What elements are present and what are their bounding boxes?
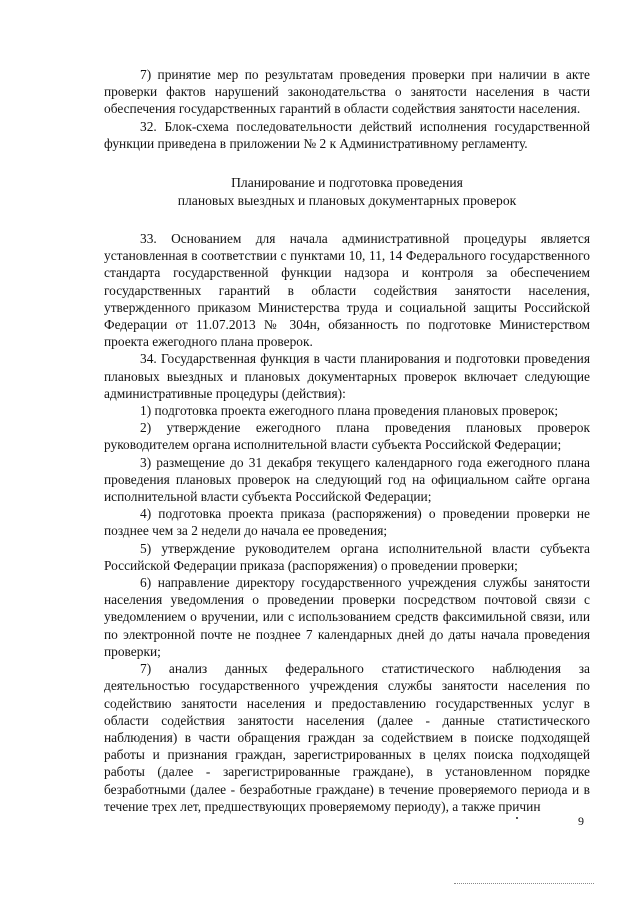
section-heading	[104, 174, 590, 210]
list-item-4: 4) подготовка проекта приказа (распоряжения) о проведении проверки не позднее чем за 2 недели до начала ее проведения;	[104, 506, 590, 539]
section-heading-line2: плановых выездных и плановых документарных проверок	[177, 193, 517, 209]
paragraph-item-7-measures: 7) принятие мер по результатам проведения проверки при наличии в акте проверки фактов нарушений законодательства о занятости населения в части обеспечения государственных гарантий в области содействия занятости населения.	[104, 67, 590, 117]
list-item-3: 3) размещение до 31 декабря текущего календарного года ежегодного плана проведения плановых проверок на следующий год на официальном сайте органа исполнительной власти субъекта Российской Федерации;	[104, 454, 590, 505]
list-item-6: 6) направление директору государственного учреждения службы занятости населения уведомления о проведении проверки посредством почтовой связи с уведомлением о вручении, или с использованием средств факсимильной связи, или по электронной почте не позднее 7 календарных дней до даты начала проведения проверки;	[104, 575, 590, 659]
list-item-2: 2) утверждение ежегодного плана проведения плановых проверок руководителем органа исполнительной власти субъекта Российской Федерации;	[104, 420, 590, 453]
list-item-5: 5) утверждение руководителем органа исполнительной власти субъекта Российской Федерации приказа (распоряжения) о проведении проверки;	[104, 540, 590, 573]
page-number: 9	[578, 814, 584, 828]
paragraph-34: 34. Государственная функция в части планирования и подготовки проведения плановых выездных и плановых документарных проверок включает следующие административные процедуры (действия):	[104, 351, 590, 401]
list-item-1: 1) подготовка проекта ежегодного плана проведения плановых проверок;	[140, 403, 559, 419]
list-item-7: 7) анализ данных федерального статистического наблюдения за деятельностью государственного учреждения службы занятости населения по содействию занятости населения и предоставлению государственных услуг в области содействия занятости населения (далее - данные статистического наблюдения) в части обращения граждан за содействием в поиске подходящей работы и признания граждан, зарегистрированных в целях поиска подходящей работы (далее - зарегистрированные граждане), в установленном порядке безработными (далее - безработные граждане) в течение проверяемого периода и в течение трех лет, предшествующих проверяемому периоду), а также причин	[104, 661, 590, 814]
paragraph-33: 33. Основанием для начала административной процедуры является установленная в соответствии с пунктами 10, 11, 14 Федерального государственного стандарта государственной функции надзора и контроля за обеспечением государственных гарантий в области содействия занятости населения, утвержденного приказом Министерства труда и социальной защиты Российской Федерации от 11.07.2013 № 304н, обязанность по подготовке Министерством проекта ежегодного плана проверок.	[104, 231, 590, 350]
section-heading-line1: Планирование и подготовка проведения	[231, 175, 463, 191]
document-body	[104, 66, 590, 815]
scan-speck	[516, 817, 518, 819]
paragraph-32-block-scheme: 32. Блок-схема последовательности действий исполнения государственной функции приведена в приложении № 2 к Административному регламенту.	[104, 118, 590, 151]
scan-artifact-line	[454, 883, 594, 885]
